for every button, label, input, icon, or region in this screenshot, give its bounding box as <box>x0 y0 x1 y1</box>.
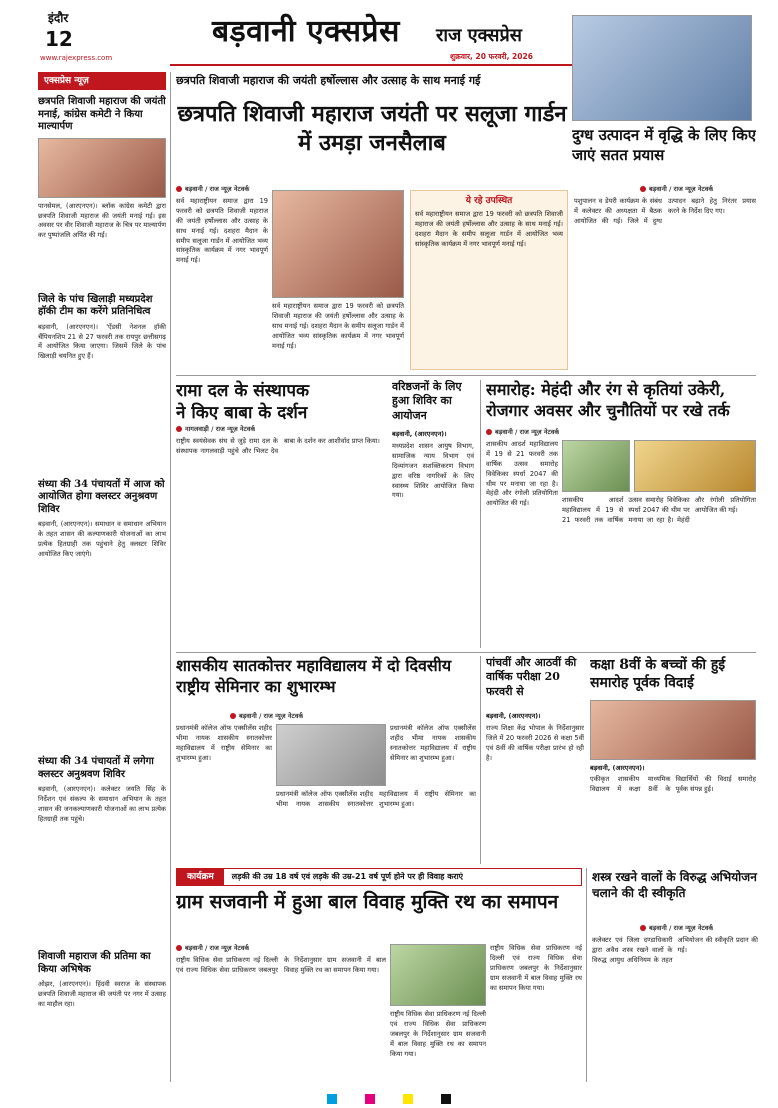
masthead-rule <box>170 64 580 66</box>
seminar-body-col1: प्रधानमंत्री कॉलेज ऑफ एक्सीलेंस शहीद भीमा नायक शासकीय स्नातकोत्तर महाविद्यालय में राष्ट्रीय सेमिनार का शुभारम्भ हुआ। <box>176 724 272 762</box>
divider-1 <box>176 375 756 376</box>
sidebar-story3-body: बड़वानी, (आरएनएन)। समाधान व समाधान अभियान के तहत शासन की कल्याणकारी योजनाओं का लाभ प्रत्येक हितग्राही तक पहुंचाने हेतु क्लस्टर शिविर आयोजित किए जाएंगे। <box>38 520 166 558</box>
lead-byline-text: बड़वानी / राज न्यूज़ नेटवर्क <box>185 185 250 193</box>
divider-5 <box>586 868 587 1082</box>
program-label: कार्यक्रम <box>177 869 224 885</box>
page-number: 12 <box>45 27 73 51</box>
mehndi-byline <box>486 428 559 437</box>
arms-byline <box>640 924 713 933</box>
arms-headline: शस्त्र रखने वालों के विरुद्ध अभियोजन चलाने की दी स्वीकृति <box>592 870 757 900</box>
ram-byline <box>176 425 255 434</box>
farewell-headline: कक्षा 8वीं के बच्चों की हुई समारोह पूर्वक विदाई <box>590 657 726 692</box>
sidebar-story3-title: संध्या की 34 पंचायतों में आज को आयोजित होगा क्लस्टर अनुश्रवण शिविर <box>38 478 165 515</box>
mehndi-headline: समारोह: मेहंदी और रंग से कृतियां उकेरी, रोजगार अवसर और चुनौतियों पर रखे तर्क <box>486 380 730 420</box>
farewell-body: एकीकृत शासकीय माध्यमिक विद्यालय में कक्षा 8वीं के विद्यार्थियों की विदाई समारोह पूर्वक संपन्न हुई। <box>590 775 756 793</box>
byline-dot-icon <box>486 429 492 435</box>
child-marriage-body-col2: राष्ट्रीय विधिक सेवा प्राधिकरण नई दिल्ली एवं राज्य विधिक सेवा प्राधिकरण जबलपुर के निर्देशानुसार ग्राम सजवानी में बाल विवाह मुक्ति रथ का समापन किया गया। <box>390 1010 486 1058</box>
sidebar-story4-title: संध्या की 34 पंचायतों में लगेगा क्लस्टर अनुश्रवण शिविर <box>38 756 154 780</box>
sidebar-story4-body: बड़वानी, (आरएनएन)। कलेक्टर जयति सिंह के निर्देशन एवं संकल्प के समाधान अभियान के तहत शासन की जनकल्याणकारी योजनाओं का लाभ प्रत्येक हितग्राही तक पहुंचे। <box>38 785 166 823</box>
sidebar-story2-body: बड़वानी, (आरएनएन)। 'ऐंडसी नेशनल हॉकी चैंपियनशिप 21 से 27 फरवरी तक रायपुर छत्तीसगढ़ में आयोजित किया जाएगा। जिसमें जिले के पांच खिलाड़ी चयनित हुए हैं। <box>38 322 166 361</box>
lead-body-col1: सर्व महाराष्ट्रीयन समाज द्वारा 19 फरवरी को छत्रपति शिवाजी महाराज की जयंती हर्षोल्लास और उत्साह के साथ मनाई गई। दशहरा मैदान के समीप सलूजा गार्डन में आयोजित भव्य सांस्कृतिक कार्यक्रम में नगर भावपूर्ण मनाई गई। <box>176 197 268 265</box>
child-marriage-body-col1: राष्ट्रीय विधिक सेवा प्राधिकरण नई दिल्ली एवं राज्य विधिक सेवा प्राधिकरण जबलपुर के निर्देशानुसार ग्राम सजवानी में बाल विवाह मुक्ति रथ का समापन किया गया। <box>176 956 386 974</box>
program-text: लड़की की उम्र 18 वर्ष एवं लड़के की उम्र-21 वर्ष पूर्ण होने पर ही विवाह कराएं <box>231 871 464 881</box>
seminar-byline-text: बड़वानी / राज न्यूज़ नेटवर्क <box>239 712 304 720</box>
mehndi-photo-2 <box>634 440 756 492</box>
program-band <box>176 868 582 886</box>
city-label: इंदौर <box>48 11 69 25</box>
child-marriage-photo <box>390 944 486 1006</box>
website-url[interactable]: www.rajexpress.com <box>40 54 113 62</box>
sidebar-section-label: एक्सप्रेस न्यूज़ <box>38 72 166 90</box>
seminar-byline <box>230 712 303 721</box>
exam-byline: बड़वानी, (आरएनएन)। <box>486 712 541 720</box>
mehndi-body-col2: शासकीय आदर्श महाविद्यालय में 19 से 21 फरवरी तक वार्षिक उत्सव समारोह विवेकिका स्पर्धा 2047 की थीम पर मनाया जा रहा है। मेहंदी और रंगोली प्रतियोगिता आयोजित की गई। <box>562 496 756 524</box>
mehndi-byline-text: बड़वानी / राज न्यूज़ नेटवर्क <box>495 428 560 436</box>
sidebar-story5-body: ओझर, (आरएनएन)। हिंदवी स्वराज के संस्थापक छत्रपति शिवाजी महाराज की जयंती पर नगर में उत्साह का माहौल रहा। <box>38 980 166 1008</box>
sidebar-story1-photo <box>38 138 166 198</box>
byline-dot-icon <box>640 925 646 931</box>
milk-headline: दुग्ध उत्पादन में वृद्धि के लिए किए जाएं सतत प्रयास <box>572 126 756 164</box>
elder-headline: वरिष्ठजनों के लिए हुआ शिविर का आयोजन <box>392 380 462 422</box>
elder-byline: बड़वानी, (आरएनएन)। <box>392 430 447 438</box>
milk-byline <box>640 185 713 194</box>
seminar-headline: शासकीय सातकोत्तर महाविद्यालय में दो दिवसीय राष्ट्रीय सेमिनार का शुभारम्भ <box>176 656 452 696</box>
divider-2 <box>480 380 481 648</box>
sidebar-divider <box>170 72 171 1082</box>
child-marriage-byline-text: बड़वानी / राज न्यूज़ नेटवर्क <box>185 944 250 952</box>
lead-box-body: सर्व महाराष्ट्रीयन समाज द्वारा 19 फरवरी को छत्रपति शिवाजी महाराज की जयंती हर्षोल्लास और उत्साह के साथ मनाई गई। दशहरा मैदान के समीप सलूजा गार्डन में आयोजित भव्य सांस्कृतिक कार्यक्रम में नगर भावपूर्ण मनाई गई। <box>415 210 563 248</box>
masthead-title: बड़वानी एक्सप्रेस <box>212 14 400 49</box>
sidebar-story1-body: पानसेमल, (आरएनएन)। ब्लॉक कांग्रेस कमेटी द्वारा छत्रपति शिवाजी महाराज की जयंती मनाई गई। इस अवसर पर वीर शिवाजी महाराज के चित्र पर माल्यार्पण कर पुष्पांजलि अर्पित की गई। <box>38 201 166 240</box>
ram-body: राष्ट्रीय स्वयंसेवक संघ से जुड़े रामा दल के संस्थापक नागलवाड़ी पहुंचे और भिलट देव बाबा के दर्शन कर आशीर्वाद प्राप्त किया। <box>176 437 380 455</box>
sidebar-story1-title: छत्रपति शिवाजी महाराज की जयंती मनाई, कांग्रेस कमेटी ने किया माल्यार्पण <box>38 96 166 133</box>
sidebar-story5-title: शिवाजी महाराज की प्रतिमा का किया अभिषेक <box>38 951 151 975</box>
lead-photo <box>272 190 404 298</box>
exam-body: राज्य शिक्षा केंद्र भोपाल के निर्देशानुसार जिले में 20 फरवरी 2026 से कक्षा 5वीं एवं 8वीं की वार्षिक परीक्षा प्रारंभ हो रही है। <box>486 724 584 762</box>
byline-dot-icon <box>176 186 182 192</box>
child-marriage-body-col3: राष्ट्रीय विधिक सेवा प्राधिकरण नई दिल्ली एवं राज्य विधिक सेवा प्राधिकरण जबलपुर के निर्देशानुसार ग्राम सजवानी में बाल विवाह मुक्ति रथ का समापन किया गया। <box>490 944 582 992</box>
seminar-body-col2: प्रधानमंत्री कॉलेज ऑफ एक्सीलेंस शहीद भीमा नायक शासकीय स्नातकोत्तर महाविद्यालय में राष्ट्रीय सेमिनार का शुभारम्भ हुआ। <box>276 790 476 808</box>
divider-3 <box>176 652 756 653</box>
sidebar <box>38 72 166 1082</box>
elder-body: मध्यप्रदेश शासन आयुष विभाग, सामाजिक न्याय विभाग एवं दिव्यांगजन सशक्तिकरण विभाग द्वारा वरिष्ठ नागरिकों के लिए स्वास्थ्य शिविर आयोजित किया गया। <box>392 442 474 500</box>
milk-byline-text: बड़वानी / राज न्यूज़ नेटवर्क <box>649 185 714 193</box>
byline-dot-icon <box>176 426 182 432</box>
seminar-photo <box>276 724 386 786</box>
byline-dot-icon <box>640 186 646 192</box>
reg-mark-icon <box>327 1094 337 1104</box>
sidebar-story2-title: जिले के पांच खिलाड़ी मध्यप्रदेश हॉकी टीम का करेंगे प्रतिनिधित्व <box>38 293 153 318</box>
lead-body-col2: सर्व महाराष्ट्रीयन समाज द्वारा 19 फरवरी को छत्रपति शिवाजी महाराज की जयंती हर्षोल्लास और उत्साह के साथ मनाई गई। दशहरा मैदान के समीप सलूजा गार्डन में आयोजित भव्य सांस्कृतिक कार्यक्रम में नगर भावपूर्ण मनाई गई। <box>272 302 404 350</box>
ram-byline-text: नागलवाड़ी / राज न्यूज़ नेटवर्क <box>185 425 256 433</box>
child-marriage-headline: ग्राम सजवानी में हुआ बाल विवाह मुक्ति रथ का समापन <box>176 891 559 913</box>
lead-box-title: ये रहे उपस्थित <box>465 196 513 206</box>
child-marriage-byline <box>176 944 249 953</box>
mehndi-body-col1: शासकीय आदर्श महाविद्यालय में 19 से 21 फरवरी तक वार्षिक उत्सव समारोह विवेकिका स्पर्धा 2047 की थीम पर मनाया जा रहा है। मेहंदी और रंगोली प्रतियोगिता आयोजित की गई। <box>486 440 558 508</box>
lead-kicker: छत्रपति शिवाजी महाराज की जयंती हर्षोल्लास और उत्साह के साथ मनाई गई <box>176 74 481 87</box>
farewell-photo <box>590 700 756 760</box>
mehndi-photo-1 <box>562 440 630 492</box>
arms-body: कलेक्टर एवं जिला दण्डाधिकारी द्वारा अवैध शस्त्र रखने वालों के विरुद्ध आयुध अधिनियम के तहत अभियोजन की स्वीकृति प्रदान की गई। <box>592 936 758 964</box>
byline-dot-icon <box>230 713 236 719</box>
issue-date: शुक्रवार, 20 फरवरी, 2026 <box>450 52 533 61</box>
brand-name: राज एक्सप्रेस <box>436 25 522 46</box>
divider-4 <box>480 656 481 864</box>
registration-bar <box>0 1094 778 1104</box>
arms-byline-text: बड़वानी / राज न्यूज़ नेटवर्क <box>649 924 714 932</box>
reg-mark-icon <box>365 1094 375 1104</box>
farewell-byline: बड़वानी, (आरएनएन)। <box>590 764 645 772</box>
lead-attendees-box <box>410 190 568 370</box>
milk-body: पशुपालन व डेयरी कार्यक्रम के संबंध में कलेक्टर की अध्यक्षता में बैठक आयोजित की गई। जिले में दुग्ध उत्पादन बढ़ाने हेतु निरंतर प्रयास करने के निर्देश दिए गए। <box>574 197 756 225</box>
reg-mark-icon <box>441 1094 451 1104</box>
meeting-photo <box>572 15 752 121</box>
seminar-body-col3: प्रधानमंत्री कॉलेज ऑफ एक्सीलेंस शहीद भीमा नायक शासकीय स्नातकोत्तर महाविद्यालय में राष्ट्रीय सेमिनार का शुभारम्भ हुआ। <box>390 724 476 762</box>
reg-mark-icon <box>403 1094 413 1104</box>
ram-headline: रामा दल के संस्थापक ने किए बाबा के दर्शन <box>176 381 310 424</box>
byline-dot-icon <box>176 945 182 951</box>
lead-headline: छत्रपति शिवाजी महाराज जयंती पर सलूजा गार्डन में उमड़ा जनसैलाब <box>177 101 567 156</box>
exam-headline: पांचवीं और आठवीं की वार्षिक परीक्षा 20 फरवरी से <box>486 656 577 698</box>
